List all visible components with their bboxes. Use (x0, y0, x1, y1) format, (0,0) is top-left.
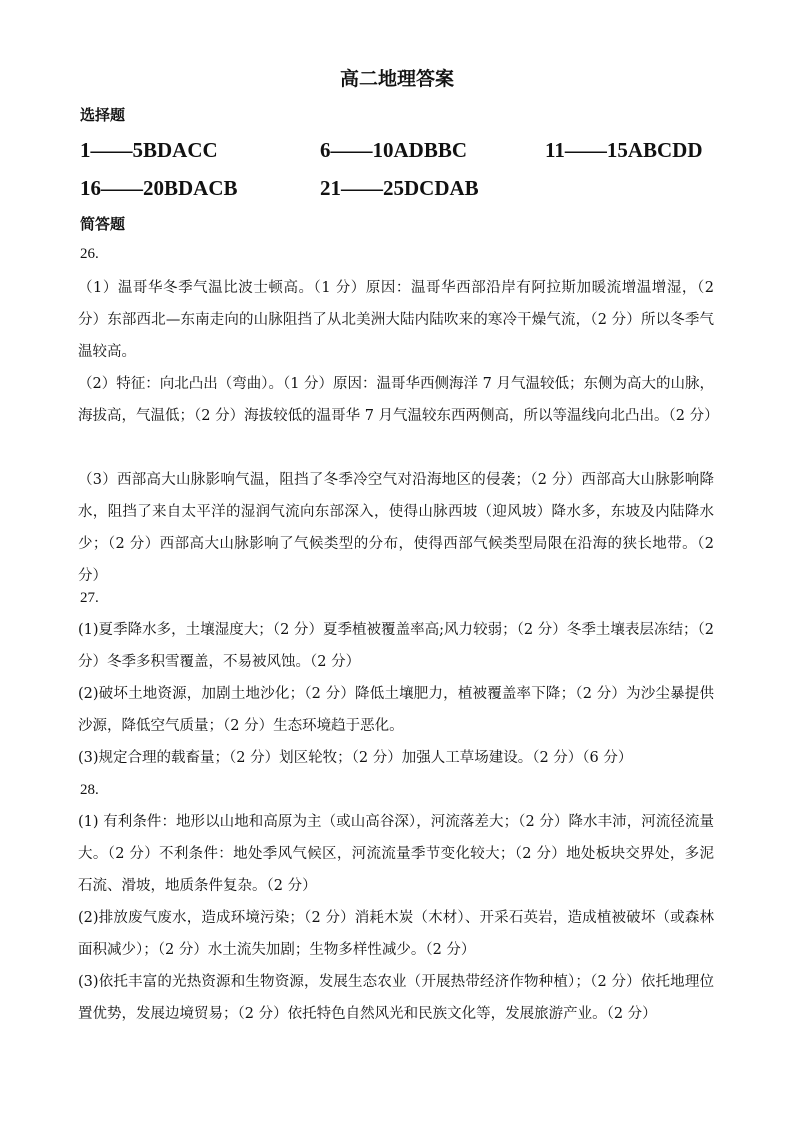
choice-section-heading: 选择题 (80, 106, 126, 124)
choice-answers-21-25: 21——25DCDAB (320, 176, 479, 200)
page-title: 高二地理答案 (339, 68, 454, 90)
q27-part-2: (2)破坏土地资源，加剧土地沙化；（2 分）降低土壤肥力，植被覆盖率下降；（2 分）为沙尘暴提供沙源，降低空气质量；（2 分）生态环境趋于恶化。 (78, 686, 714, 734)
q28-part-2: (2)排放废气废水，造成环境污染；（2 分）消耗木炭（木材）、开采石英岩，造成植被破坏（或森林面积减少）；（2 分）水土流失加剧；生物多样性减少。（2 分） (78, 910, 714, 958)
question-number-28: 28. (80, 782, 99, 798)
choice-answers-1-5: 1——5BDACC (80, 138, 218, 162)
question-number-27: 27. (80, 590, 99, 606)
choice-answer-row-1 (80, 138, 720, 168)
q26-part-1: （1）温哥华冬季气温比波士顿高。（1 分）原因：温哥华西部沿岸有阿拉斯加暖流增温增湿，（2 分）东部西北—东南走向的山脉阻挡了从北美洲大陆内陆吹来的寒冷干燥气流，（2 分）所以冬季气温较高。 (78, 280, 714, 360)
question-number-26: 26. (80, 246, 99, 262)
q27-part-1: (1)夏季降水多，土壤湿度大；（2 分）夏季植被覆盖率高;风力较弱；（2 分）冬季土壤表层冻结；（2 分）冬季多积雪覆盖，不易被风蚀。（2 分） (78, 622, 714, 670)
short-answer-section-heading: 简答题 (80, 215, 126, 233)
q27-part-3: (3)规定合理的载畜量；（2 分）划区轮牧；（2 分）加强人工草场建设。（2 分）（6 分） (78, 750, 633, 766)
q26-part-2: （2）特征：向北凸出（弯曲）。（1 分）原因：温哥华西侧海洋 7 月气温较低；东侧为高大的山脉，海拔高，气温低；（2 分）海拔较低的温哥华 7 月气温较东西两侧高，所以等温线向北凸出。（2 分） (78, 376, 719, 424)
q28-part-1: (1) 有利条件：地形以山地和高原为主（或山高谷深），河流落差大；（2 分）降水丰沛，河流径流量大。（2 分）不利条件：地处季风气候区，河流流量季节变化较大；（2 分）地处板块交界处，多泥石流、滑坡，地质条件复杂。（2 分） (78, 814, 714, 894)
choice-answer-row-2 (80, 176, 720, 206)
q28-part-3: (3)依托丰富的光热资源和生物资源，发展生态农业（开展热带经济作物种植）；（2 分）依托地理位置优势，发展边境贸易；（2 分）依托特色自然风光和民族文化等，发展旅游产业。（2 分） (78, 974, 714, 1022)
choice-answers-16-20: 16——20BDACB (80, 176, 238, 200)
q26-part-3: （3）西部高大山脉影响气温，阻挡了冬季冷空气对沿海地区的侵袭；（2 分）西部高大山脉影响降水，阻挡了来自太平洋的湿润气流向东部深入，使得山脉西坡（迎风坡）降水多，东坡及内陆降水少；（2 分）西部高大山脉影响了气候类型的分布，使得西部气候类型局限在沿海的狭长地带。（2 分） (78, 472, 714, 584)
choice-answers-6-10: 6——10ADBBC (320, 138, 468, 162)
choice-answers-11-15: 11——15ABCDD (545, 138, 703, 162)
